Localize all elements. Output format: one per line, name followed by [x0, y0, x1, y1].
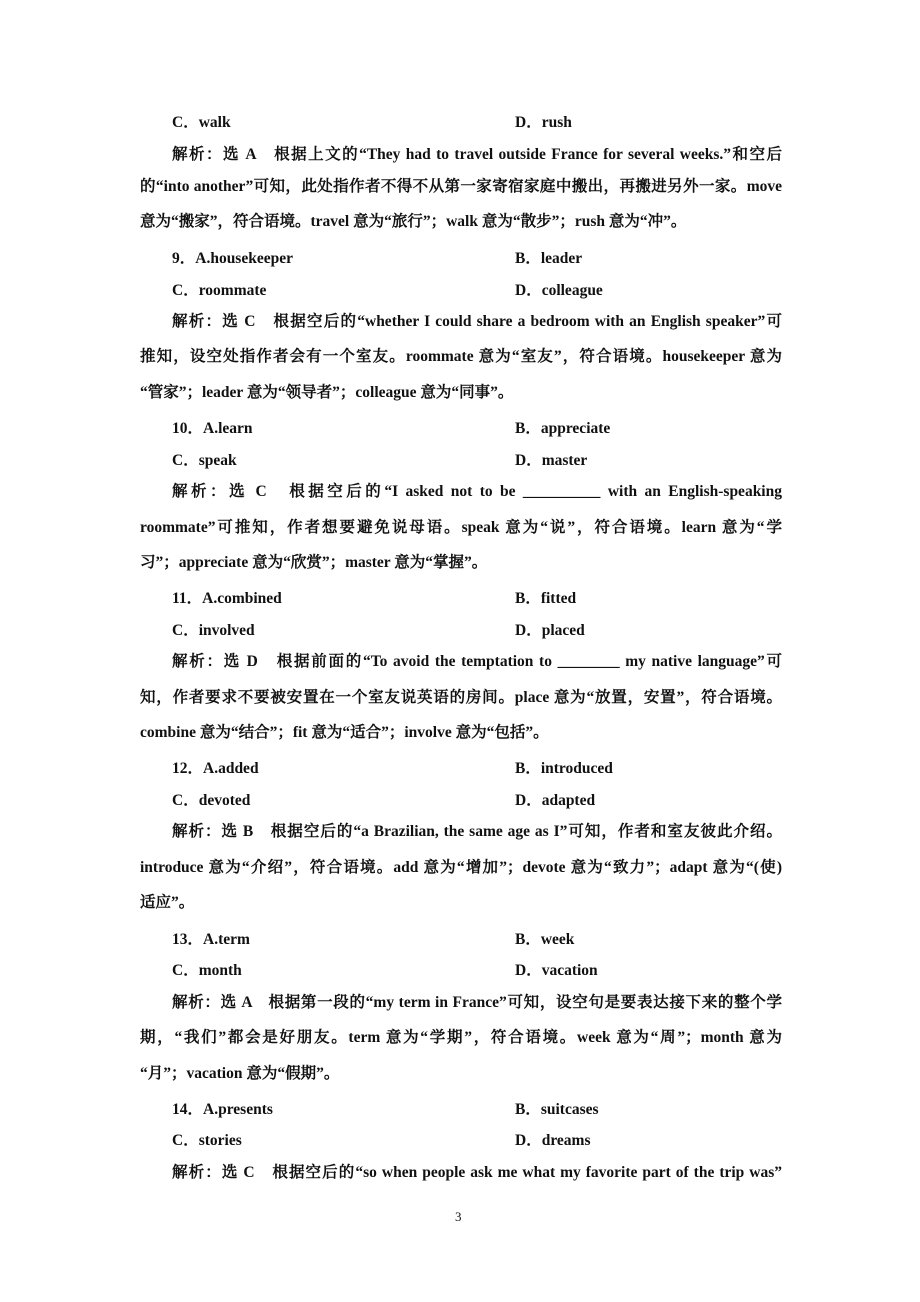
option-left: C．involved	[172, 622, 255, 639]
option-right: B．leader	[515, 250, 583, 267]
analysis-heading-line: 解析：选 B 根据空后的“a Brazilian, the same age as I”可知，作者和室友彼此介绍。	[172, 823, 782, 840]
option-left: 11．A.combined	[172, 590, 282, 607]
option-left: 12．A.added	[172, 760, 259, 777]
option-left: C．month	[172, 962, 242, 979]
option-right: B．suitcases	[515, 1101, 599, 1118]
analysis-line: “月”；vacation 意为“假期”。	[140, 1065, 340, 1082]
analysis-heading-line: 解析：选 C 根据空后的“so when people ask me what my favorite part of the trip was”	[172, 1164, 782, 1181]
option-right: B．appreciate	[515, 420, 611, 437]
analysis-heading-line: 解析：选 A 根据第一段的“my term in France”可知，设空句是要表达接下来的整个学	[172, 994, 782, 1011]
option-left: 14．A.presents	[172, 1101, 273, 1118]
analysis-line: roommate”可推知，作者想要避免说母语。speak 意为“说”，符合语境。learn 意为“学	[140, 519, 782, 536]
page-number: 3	[455, 1209, 462, 1224]
option-right: D．master	[515, 452, 588, 469]
analysis-heading-line: 解析：选 C 根据空后的“whether I could share a bedroom with an English speaker”可	[172, 313, 782, 330]
option-right: D．rush	[515, 114, 572, 131]
analysis-line: 的“into another”可知，此处指作者不得不从第一家寄宿家庭中搬出，再搬进另外一家。move	[140, 178, 782, 195]
option-left: C．stories	[172, 1132, 242, 1149]
option-right: B．fitted	[515, 590, 577, 607]
analysis-line: combine 意为“结合”；fit 意为“适合”；involve 意为“包括”。	[140, 724, 549, 741]
option-right: D．dreams	[515, 1132, 591, 1149]
analysis-line: 习”；appreciate 意为“欣赏”；master 意为“掌握”。	[140, 554, 488, 571]
option-right: D．vacation	[515, 962, 598, 979]
option-left: C．walk	[172, 114, 231, 131]
option-left: 13．A.term	[172, 931, 250, 948]
option-left: C．roommate	[172, 282, 267, 299]
option-left: 10．A.learn	[172, 420, 253, 437]
option-right: D．colleague	[515, 282, 603, 299]
analysis-line: 推知，设空处指作者会有一个室友。roommate 意为“室友”，符合语境。housekeeper 意为	[140, 348, 782, 365]
option-right: B．week	[515, 931, 575, 948]
analysis-line: 知，作者要求不要被安置在一个室友说英语的房间。place 意为“放置，安置”，符合语境。	[140, 689, 782, 706]
option-left: C．speak	[172, 452, 237, 469]
analysis-line: introduce 意为“介绍”，符合语境。add 意为“增加”；devote 意为“致力”；adapt 意为“(使)	[140, 859, 782, 876]
option-left: C．devoted	[172, 792, 251, 809]
analysis-line: 期，“我们”都会是好朋友。term 意为“学期”，符合语境。week 意为“周”；month 意为	[140, 1029, 782, 1046]
option-right: D．placed	[515, 622, 585, 639]
analysis-line: 意为“搬家”，符合语境。travel 意为“旅行”；walk 意为“散步”；rush 意为“冲”。	[140, 213, 687, 230]
analysis-heading-line: 解析：选 C 根据空后的“I asked not to be __________ with an English-speaking	[172, 483, 782, 500]
option-right: B．introduced	[515, 760, 613, 777]
option-left: 9．A.housekeeper	[172, 250, 293, 267]
analysis-heading-line: 解析：选 A 根据上文的“They had to travel outside France for several weeks.”和空后	[172, 146, 782, 163]
analysis-heading-line: 解析：选 D 根据前面的“To avoid the temptation to ________ my native language”可	[172, 653, 782, 670]
analysis-line: 适应”。	[140, 894, 195, 911]
analysis-line: “管家”；leader 意为“领导者”；colleague 意为“同事”。	[140, 384, 514, 401]
option-right: D．adapted	[515, 792, 596, 809]
